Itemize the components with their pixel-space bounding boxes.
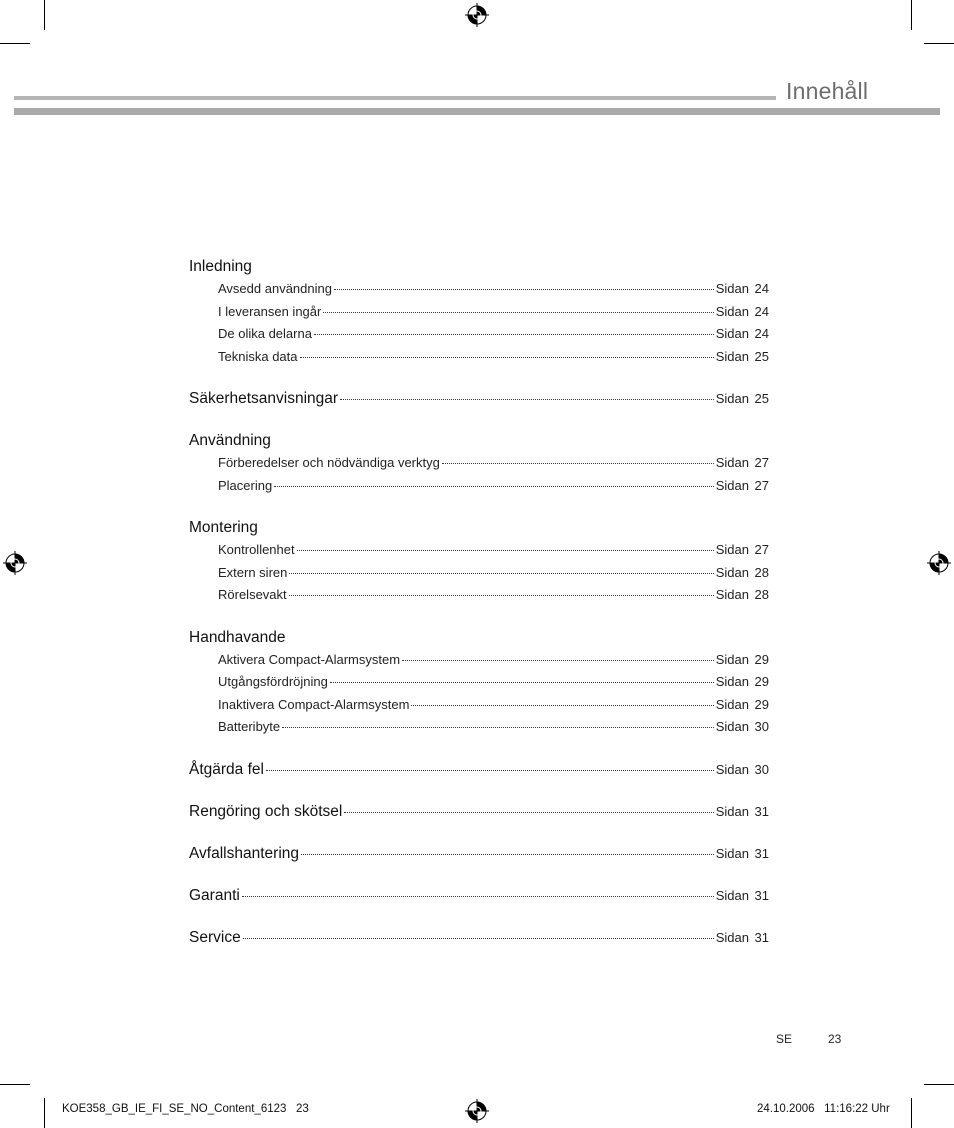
- toc-section: [189, 801, 769, 823]
- dot-leader: [442, 463, 714, 464]
- page-prefix: Sidan: [715, 845, 749, 861]
- toc-subentry[interactable]: [189, 301, 769, 324]
- dot-leader: [323, 312, 713, 313]
- page-prefix: Sidan: [715, 696, 749, 712]
- toc-page-ref: [716, 539, 769, 562]
- toc-entry-label: De olika delarna: [218, 326, 312, 341]
- toc-entry-label: Rengöring och skötsel: [189, 802, 343, 820]
- toc-entry-label: Service: [189, 928, 241, 946]
- toc-section: [189, 517, 769, 607]
- toc-entry-label: Avsedd användning: [218, 281, 332, 296]
- toc-entry-label: Kontrollenhet: [218, 542, 295, 557]
- header-rule-thin: [14, 96, 776, 100]
- toc-subentry[interactable]: [189, 452, 769, 475]
- dot-leader: [274, 486, 714, 487]
- dot-leader: [300, 357, 714, 358]
- header-rule-thick: [14, 108, 940, 115]
- toc-main-entry[interactable]: [189, 843, 769, 865]
- toc-section: [189, 430, 769, 497]
- dot-leader: [334, 289, 714, 290]
- toc-page-number: 30: [754, 719, 769, 734]
- page-prefix: Sidan: [715, 455, 749, 470]
- toc-main-entry[interactable]: [189, 801, 769, 823]
- page-prefix: Sidan: [715, 348, 749, 364]
- dot-leader: [340, 399, 714, 400]
- toc-page-number: 31: [754, 845, 769, 861]
- crop-mark-top-left-horizontal: [0, 43, 30, 44]
- dot-leader: [282, 727, 714, 728]
- toc-page-number: 31: [754, 887, 769, 903]
- toc-page-number: 30: [754, 761, 769, 777]
- toc-page-ref: [716, 475, 769, 498]
- toc-section-heading: Användning: [189, 432, 271, 449]
- toc-main-entry[interactable]: [189, 927, 769, 949]
- toc-page-ref: [716, 452, 769, 475]
- toc-page-ref: [716, 323, 769, 346]
- dot-leader: [301, 854, 714, 855]
- crop-mark-bottom-left-horizontal: [0, 1084, 30, 1085]
- toc-subentry[interactable]: [189, 539, 769, 562]
- toc-entry-label: Placering: [218, 477, 273, 493]
- toc-page-ref: [716, 671, 769, 694]
- dot-leader: [402, 660, 714, 661]
- dot-leader: [289, 595, 714, 596]
- toc-subentry[interactable]: [189, 716, 769, 739]
- toc-subentry[interactable]: [189, 323, 769, 346]
- toc-main-entry[interactable]: [189, 885, 769, 907]
- toc-page-number: 27: [754, 542, 769, 557]
- toc-page-ref: [716, 562, 769, 585]
- toc-entry-label: Avfallshantering: [189, 844, 300, 862]
- registration-mark-icon: [3, 551, 27, 575]
- toc-subentry[interactable]: [189, 278, 769, 301]
- page-prefix: Sidan: [715, 719, 749, 734]
- toc-page-number: 24: [754, 303, 769, 319]
- toc-page-number: 31: [754, 929, 769, 945]
- dot-leader: [297, 550, 714, 551]
- toc-page-number: 29: [754, 674, 769, 689]
- toc-page-number: 24: [754, 281, 769, 296]
- toc-subentry[interactable]: [189, 649, 769, 672]
- toc-page-ref: [716, 388, 769, 410]
- crop-mark-top-right-horizontal: [924, 43, 954, 44]
- toc-page-ref: [716, 346, 769, 369]
- page-prefix: Sidan: [715, 761, 749, 777]
- dot-leader: [242, 896, 714, 897]
- toc-entry-label: Tekniska data: [218, 348, 298, 364]
- toc-entry-label: Garanti: [189, 886, 240, 904]
- toc-subentry[interactable]: [189, 694, 769, 717]
- dot-leader: [344, 812, 713, 813]
- toc-page-number: 27: [754, 455, 769, 470]
- language-code: SE: [776, 1032, 793, 1046]
- crop-mark-bottom-right-horizontal: [924, 1084, 954, 1085]
- page-prefix: Sidan: [715, 391, 749, 406]
- toc-page-number: 24: [754, 326, 769, 341]
- toc-subentry[interactable]: [189, 671, 769, 694]
- toc-main-entry[interactable]: [189, 388, 769, 410]
- toc-page-ref: [716, 885, 769, 907]
- crop-mark-bottom-left-vertical: [44, 1098, 45, 1128]
- toc-entry-label: Aktivera Compact-Alarmsystem: [218, 651, 401, 667]
- toc-section-heading: Inledning: [189, 258, 252, 275]
- toc-entry-label: Förberedelser och nödvändiga verktyg: [218, 455, 440, 470]
- page-prefix: Sidan: [715, 651, 749, 667]
- toc-section: [189, 927, 769, 949]
- dot-leader: [411, 705, 713, 706]
- page-number: 23: [828, 1032, 842, 1046]
- toc-page-ref: [716, 843, 769, 865]
- toc-main-entry[interactable]: [189, 759, 769, 781]
- page-prefix: Sidan: [715, 674, 749, 689]
- print-slug-date: 24.10.2006 11:16:22 Uhr: [757, 1103, 890, 1115]
- toc-page-ref: [716, 716, 769, 739]
- page-prefix: Sidan: [715, 477, 749, 493]
- toc-page-ref: [716, 301, 769, 324]
- toc-page-number: 25: [754, 391, 769, 406]
- toc-entry-label: Rörelsevakt: [218, 587, 287, 602]
- page-prefix: Sidan: [715, 887, 749, 903]
- toc-page-number: 29: [754, 696, 769, 712]
- toc-page-number: 25: [754, 348, 769, 364]
- page-title: Innehåll: [786, 78, 869, 104]
- toc-page-ref: [716, 801, 769, 823]
- registration-mark-icon: [927, 551, 951, 575]
- page-prefix: Sidan: [715, 803, 749, 819]
- toc-subentry[interactable]: [189, 584, 769, 607]
- toc-section: [189, 759, 769, 781]
- page-prefix: Sidan: [715, 281, 749, 296]
- toc-entry-label: Åtgärda fel: [189, 760, 264, 778]
- dot-leader: [243, 938, 714, 939]
- print-slug-file: KOE358_GB_IE_FI_SE_NO_Content_6123 23: [62, 1103, 309, 1115]
- registration-mark-icon: [465, 1099, 489, 1123]
- toc-section: [189, 256, 769, 368]
- toc-section-heading: Montering: [189, 519, 258, 536]
- toc-entry-label: Utgångsfördröjning: [218, 674, 328, 689]
- toc-section: [189, 388, 769, 410]
- dot-leader: [266, 770, 714, 771]
- toc-page-number: 29: [754, 651, 769, 667]
- toc-entry-label: Extern siren: [218, 564, 288, 580]
- toc-page-number: 28: [754, 587, 769, 602]
- toc-page-ref: [716, 927, 769, 949]
- crop-mark-bottom-right-vertical: [911, 1098, 912, 1128]
- toc-page-ref: [716, 649, 769, 672]
- page-prefix: Sidan: [715, 929, 749, 945]
- dot-leader: [289, 573, 713, 574]
- page-prefix: Sidan: [715, 587, 749, 602]
- crop-mark-top-right-vertical: [911, 0, 912, 30]
- toc-entry-label: Säkerhetsanvisningar: [189, 390, 339, 407]
- page-prefix: Sidan: [715, 564, 749, 580]
- toc-page-ref: [716, 759, 769, 781]
- toc-page-number: 31: [754, 803, 769, 819]
- toc-section-heading: Handhavande: [189, 628, 286, 646]
- toc-subentry[interactable]: [189, 346, 769, 369]
- crop-mark-top-left-vertical: [44, 0, 45, 30]
- registration-mark-icon: [465, 3, 489, 27]
- toc-entry-label: Batteribyte: [218, 719, 281, 734]
- toc-section: [189, 627, 769, 739]
- toc-page-ref: [716, 694, 769, 717]
- dot-leader: [330, 682, 714, 683]
- toc-page-number: 28: [754, 564, 769, 580]
- page-prefix: Sidan: [715, 326, 749, 341]
- toc-entry-label: I leveransen ingår: [218, 303, 322, 319]
- toc-subentry[interactable]: [189, 562, 769, 585]
- toc-page-ref: [716, 584, 769, 607]
- toc-section: [189, 843, 769, 865]
- table-of-contents: [189, 256, 769, 949]
- toc-page-number: 27: [754, 477, 769, 493]
- page-prefix: Sidan: [715, 303, 749, 319]
- page-prefix: Sidan: [715, 542, 749, 557]
- toc-page-ref: [716, 278, 769, 301]
- toc-subentry[interactable]: [189, 475, 769, 498]
- toc-section: [189, 885, 769, 907]
- dot-leader: [314, 334, 714, 335]
- toc-entry-label: Inaktivera Compact-Alarmsystem: [218, 696, 410, 712]
